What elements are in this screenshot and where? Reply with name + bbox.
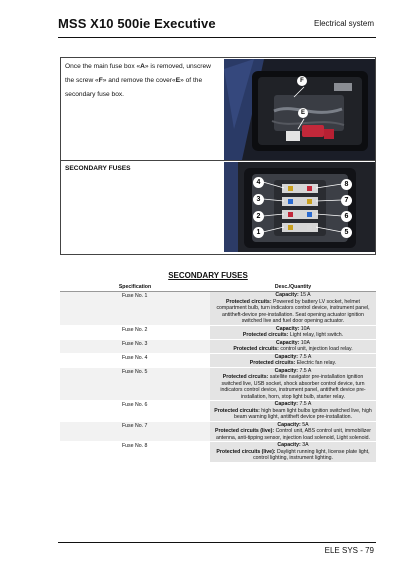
section-name: Electrical system — [313, 19, 374, 28]
table-row — [60, 368, 376, 402]
table-title: SECONDARY FUSES — [168, 271, 248, 280]
intro-text: Once the main fuse box «A» is removed, unscrew the screw «F» and remove the cover«E» of the secondary fuse box. — [65, 63, 211, 98]
fuse-desc: Capacity: 7.5 A Protected circuits: high beam light bulbs ignition switched live, high beam warning light, antitheft device pre-installation. — [210, 401, 376, 421]
fuse-spec: Fuse No. 4 — [60, 354, 210, 367]
table-row — [60, 354, 376, 368]
fuse-callout-1: 1 — [253, 227, 264, 238]
fuse-spec: Fuse No. 8 — [60, 442, 210, 462]
table-row — [60, 401, 376, 422]
table-row — [60, 340, 376, 354]
table-row — [60, 422, 376, 443]
fuse-desc: Capacity: 15 A Protected circuits: Powered by battery LV socket, helmet compartment bulb, turn indicators control device, instrument panel, antitheft-device pre-installation. Seat opening actuator ignition switched live and fuel door opening actuator. — [210, 292, 376, 325]
fuse-desc: Capacity: 3A Protected circuits (live): Daylight running light, license plate light, control lighting, instrument lighting. — [210, 442, 376, 462]
fuse-callout-5: 5 — [341, 227, 352, 238]
fuse-box-photo — [224, 59, 375, 160]
fuse-spec: Fuse No. 7 — [60, 422, 210, 442]
table-row — [60, 292, 376, 326]
fuse-desc: Capacity: 7.5 A Protected circuits: Electric fan relay. — [210, 354, 376, 367]
fuse-callout-3: 3 — [253, 194, 264, 205]
col-description: Desc./Quantity — [274, 284, 312, 290]
table-header — [60, 283, 376, 292]
fuse-desc: Capacity: 7.5 A Protected circuits: satellite navigator pre-installation ignition switched live, USB socket, shock absorber control device, turn indicators control device, instrument panel, antitheft device pre-installation, horn, stop light bulb, starter relay. — [210, 368, 376, 401]
label-e-marker: E — [298, 108, 308, 118]
fuse-spec: Fuse No. 6 — [60, 401, 210, 421]
page-title: MSS X10 500ie Executive — [58, 16, 216, 31]
secondary-fuses-panel — [60, 161, 376, 255]
fuse-spec: Fuse No. 1 — [60, 292, 210, 325]
secondary-fuse-photo — [224, 162, 375, 252]
fuse-desc: Capacity: 5A Protected circuits (live): Control unit, ABS control unit, immobilizer antenna, anti-tipping sensor, injection load solenoid, Light solenoid. — [210, 422, 376, 442]
table-row — [60, 326, 376, 340]
fuse-callout-4: 4 — [253, 177, 264, 188]
intro-panel — [60, 57, 376, 161]
fuse-callout-2: 2 — [253, 211, 264, 222]
fuse-callout-7: 7 — [341, 195, 352, 206]
fuse-spec: Fuse No. 2 — [60, 326, 210, 339]
table-row — [60, 442, 376, 463]
label-f-marker: F — [297, 76, 307, 86]
fuse-callout-8: 8 — [341, 179, 352, 190]
table-body — [60, 292, 376, 463]
col-specification: Specification — [118, 284, 152, 290]
page-number: ELE SYS - 79 — [324, 546, 374, 555]
footer-rule — [58, 542, 376, 543]
fuse-callout-6: 6 — [341, 211, 352, 222]
header-rule — [58, 37, 376, 38]
fuse-spec: Fuse No. 3 — [60, 340, 210, 353]
photo-caption: SECONDARY FUSES — [65, 165, 131, 172]
fuse-spec: Fuse No. 5 — [60, 368, 210, 401]
fuse-desc: Capacity: 10A Protected circuits: Light relay, light switch. — [210, 326, 376, 339]
fuse-table — [60, 283, 376, 463]
fuse-desc: Capacity: 10A Protected circuits: control unit, injection load relay. — [210, 340, 376, 353]
